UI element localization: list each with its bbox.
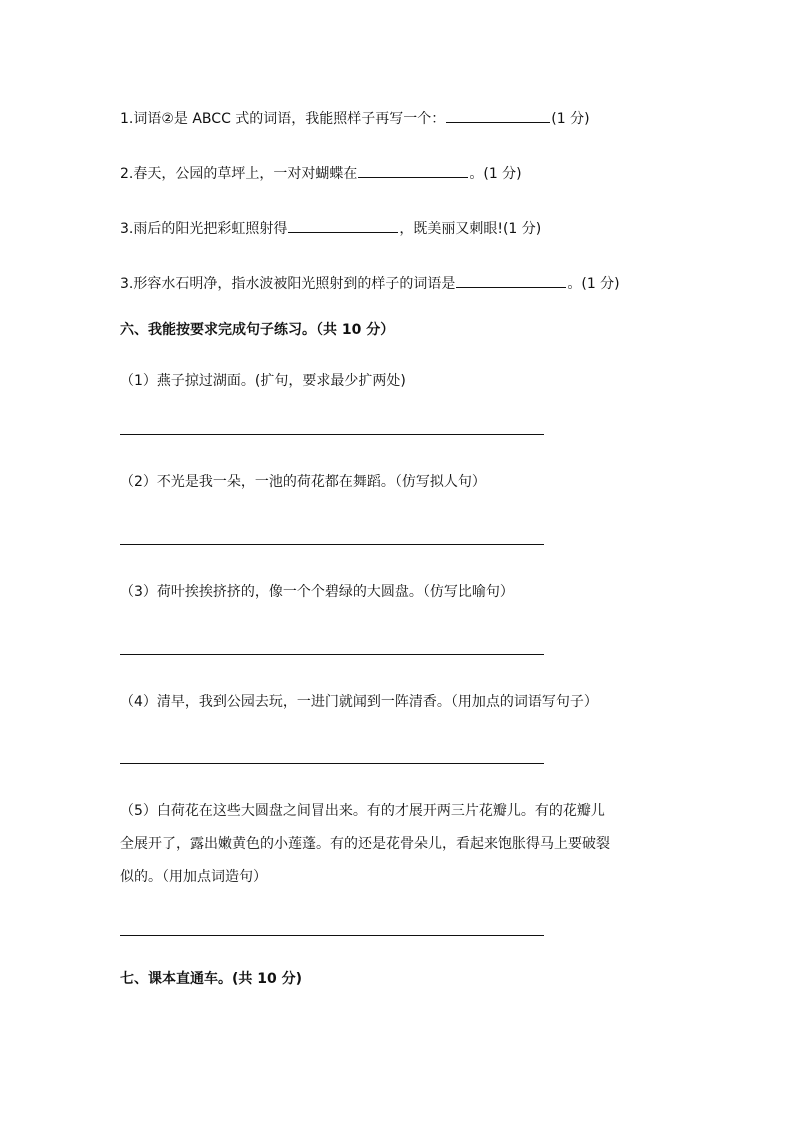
fill-in-item-4 bbox=[120, 273, 620, 294]
section-6-heading: 六、我能按要求完成句子练习。（共 10 分） bbox=[120, 322, 395, 338]
item-1-blank[interactable] bbox=[446, 108, 550, 123]
item-3-text: 3.雨后的阳光把彩虹照射得 bbox=[120, 221, 288, 237]
answer-line-1[interactable] bbox=[120, 434, 544, 435]
section-7-heading: 七、课本直通车。(共 10 分) bbox=[120, 971, 303, 987]
sentence-task-5-line-2: 全展开了，露出嫩黄色的小莲蓬。有的还是花骨朵儿，看起来饱胀得马上要破裂 bbox=[120, 836, 610, 852]
sentence-task-5-line-3: 似的。（用加点词造句） bbox=[120, 869, 267, 885]
item-2-score: 。(1 分) bbox=[469, 166, 522, 182]
answer-line-4[interactable] bbox=[120, 763, 544, 764]
sentence-task-5-line-1: （5）白荷花在这些大圆盘之间冒出来。有的才展开两三片花瓣儿。有的花瓣儿 bbox=[120, 803, 605, 819]
item-2-text: 2.春天，公园的草坪上，一对对蝴蝶在 bbox=[120, 166, 358, 182]
fill-in-item-3 bbox=[120, 218, 541, 239]
answer-line-3[interactable] bbox=[120, 654, 544, 655]
item-4-score: 。(1 分) bbox=[567, 276, 620, 292]
fill-in-item-2 bbox=[120, 163, 522, 184]
item-3-blank[interactable] bbox=[288, 218, 398, 233]
sentence-task-2: （2）不光是我一朵，一池的荷花都在舞蹈。（仿写拟人句） bbox=[120, 474, 486, 490]
sentence-task-1: （1）燕子掠过湖面。(扩句，要求最少扩两处) bbox=[120, 373, 406, 389]
item-1-score: (1 分) bbox=[551, 111, 590, 127]
sentence-task-5 bbox=[120, 795, 680, 894]
item-3-score: ，既美丽又刺眼!(1 分) bbox=[399, 221, 542, 237]
item-2-blank[interactable] bbox=[358, 163, 468, 178]
item-4-blank[interactable] bbox=[456, 273, 566, 288]
item-1-text: 1.词语②是 ABCC 式的词语，我能照样子再写一个： bbox=[120, 111, 446, 127]
answer-line-5[interactable] bbox=[120, 935, 544, 936]
sentence-task-3: （3）荷叶挨挨挤挤的，像一个个碧绿的大圆盘。（仿写比喻句） bbox=[120, 584, 514, 600]
item-4-text: 3.形容水石明净，指水波被阳光照射到的样子的词语是 bbox=[120, 276, 456, 292]
answer-line-2[interactable] bbox=[120, 544, 544, 545]
sentence-task-4: （4）清早，我到公园去玩，一进门就闻到一阵清香。（用加点的词语写句子） bbox=[120, 694, 598, 710]
fill-in-item-1 bbox=[120, 108, 590, 129]
